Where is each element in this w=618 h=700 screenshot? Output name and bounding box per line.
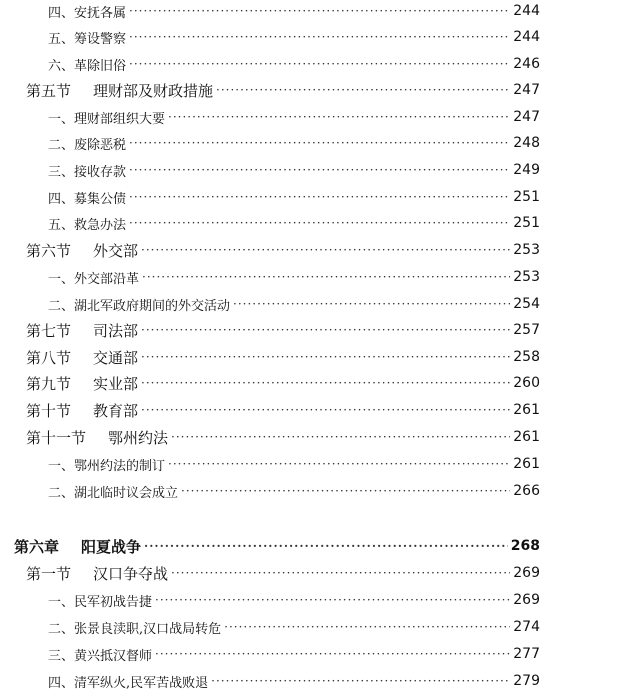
dot-leader xyxy=(129,190,510,204)
toc-entry-sub[interactable] xyxy=(0,0,618,22)
toc-entry-title: 五、救急办法 xyxy=(48,217,127,233)
dot-leader xyxy=(144,539,508,553)
toc-page-number: 261 xyxy=(513,402,540,418)
toc-entry-number: 第八节 xyxy=(26,348,72,367)
toc-entry-title: 二、湖北军政府期间的外交活动 xyxy=(48,298,231,314)
toc-entry-number: 第九节 xyxy=(26,374,72,393)
toc-entry-heading: 汉口争夺战 xyxy=(93,564,169,583)
toc-entry-heading: 交通部 xyxy=(93,348,139,367)
toc-page-number: 279 xyxy=(513,673,540,689)
dot-leader xyxy=(141,350,510,364)
dot-leader xyxy=(155,593,510,607)
toc-entry-title: 五、筹设警察 xyxy=(48,31,127,47)
toc-page-number: 261 xyxy=(513,456,540,472)
toc-page-number: 247 xyxy=(513,82,540,98)
toc-page-number: 257 xyxy=(513,322,540,338)
toc-entry-heading: 外交部 xyxy=(93,241,139,260)
toc-entry-number: 第十节 xyxy=(26,401,72,420)
toc-entry-sec[interactable] xyxy=(0,562,618,584)
toc-entry-sub[interactable] xyxy=(0,186,618,208)
toc-entry-sec[interactable] xyxy=(0,372,618,394)
toc-page-number: 253 xyxy=(513,242,540,258)
dot-leader xyxy=(142,270,510,284)
dot-leader xyxy=(233,297,510,311)
toc-entry-sec[interactable] xyxy=(0,79,618,101)
toc-page-number: 261 xyxy=(513,429,540,445)
toc-entry-sub[interactable] xyxy=(0,26,618,48)
toc-entry-title xyxy=(26,320,138,341)
dot-leader xyxy=(155,647,510,661)
toc-page-number: 246 xyxy=(513,56,540,72)
toc-page-number: 269 xyxy=(513,592,540,608)
toc-entry-title: 一、鄂州约法的制订 xyxy=(48,458,166,474)
toc-page-number: 266 xyxy=(513,483,540,499)
toc-page-number: 269 xyxy=(513,565,540,581)
toc-entry-title xyxy=(26,373,138,394)
dot-leader xyxy=(216,83,510,97)
toc-entry-title: 一、民军初战告捷 xyxy=(48,594,153,610)
toc-entry-sec[interactable] xyxy=(0,346,618,368)
toc-entry-heading: 理财部及财政措施 xyxy=(93,81,214,100)
toc-entry-title: 四、募集公债 xyxy=(48,191,127,207)
dot-leader xyxy=(129,136,510,150)
toc-entry-sub[interactable] xyxy=(0,212,618,234)
toc-page-number: 244 xyxy=(513,3,540,19)
dot-leader xyxy=(168,457,510,471)
toc-entry-number: 第六章 xyxy=(14,537,60,556)
toc-entry-title: 二、张景良渎职,汉口战局转危 xyxy=(48,621,222,637)
toc-entry-sub[interactable] xyxy=(0,480,618,502)
dot-leader xyxy=(171,566,510,580)
dot-leader xyxy=(171,430,510,444)
toc-page-number: 260 xyxy=(513,375,540,391)
toc-page-number: 277 xyxy=(513,646,540,662)
dot-leader xyxy=(129,30,510,44)
dot-leader xyxy=(211,674,510,688)
dot-leader xyxy=(224,620,510,634)
toc-entry-sub[interactable] xyxy=(0,616,618,638)
toc-page-number: 258 xyxy=(513,349,540,365)
toc-entry-sec[interactable] xyxy=(0,399,618,421)
toc-entry-sub[interactable] xyxy=(0,453,618,475)
toc-entry-title: 二、湖北临时议会成立 xyxy=(48,485,179,501)
toc-entry-heading: 阳夏战争 xyxy=(81,537,142,556)
toc-entry-number: 第六节 xyxy=(26,241,72,260)
toc-page-number: 268 xyxy=(510,538,540,554)
toc-page-number: 248 xyxy=(513,135,540,151)
toc-entry-sub[interactable] xyxy=(0,266,618,288)
toc-entry-sub[interactable] xyxy=(0,293,618,315)
toc-entry-sec[interactable] xyxy=(0,319,618,341)
toc-entry-sub[interactable] xyxy=(0,159,618,181)
toc-entry-heading: 鄂州约法 xyxy=(108,428,169,447)
toc-entry-number: 第五节 xyxy=(26,81,72,100)
toc-entry-title: 四、清军纵火,民军苦战败退 xyxy=(48,675,209,691)
dot-leader xyxy=(141,403,510,417)
toc-entry-title: 一、外交部沿革 xyxy=(48,271,140,287)
toc-entry-title: 三、黄兴抵汉督师 xyxy=(48,648,153,664)
toc-page-number: 274 xyxy=(513,619,540,635)
dot-leader xyxy=(168,110,510,124)
toc-entry-title: 二、废除恶税 xyxy=(48,137,127,153)
toc-entry-title: 一、理财部组织大要 xyxy=(48,111,166,127)
toc-page-number: 244 xyxy=(513,29,540,45)
toc-page-number: 253 xyxy=(513,269,540,285)
toc-page-number: 254 xyxy=(513,296,540,312)
toc-entry-title xyxy=(14,536,141,557)
dot-leader xyxy=(141,243,510,257)
toc-entry-sec[interactable] xyxy=(0,426,618,448)
toc-entry-sub[interactable] xyxy=(0,589,618,611)
toc-entry-sub[interactable] xyxy=(0,643,618,665)
toc-entry-ch[interactable] xyxy=(0,535,618,557)
toc-entry-title: 六、革除旧俗 xyxy=(48,58,127,74)
toc-page-number: 251 xyxy=(513,215,540,231)
toc-page-number: 251 xyxy=(513,189,540,205)
toc-entry-heading: 实业部 xyxy=(93,374,139,393)
dot-leader xyxy=(141,376,510,390)
dot-leader xyxy=(129,216,510,230)
toc-entry-sub[interactable] xyxy=(0,53,618,75)
toc-entry-title xyxy=(26,427,168,448)
dot-leader xyxy=(129,163,510,177)
toc-entry-heading: 司法部 xyxy=(93,321,139,340)
toc-entry-title xyxy=(26,400,138,421)
dot-leader xyxy=(129,4,510,18)
toc-entry-title xyxy=(26,80,213,101)
toc-entry-sec[interactable] xyxy=(0,239,618,261)
dot-leader xyxy=(129,57,510,71)
toc-entry-number: 第一节 xyxy=(26,564,72,583)
toc-entry-number: 第七节 xyxy=(26,321,72,340)
toc-entry-title: 三、接收存款 xyxy=(48,164,127,180)
toc-entry-title xyxy=(26,240,138,261)
toc-entry-sub[interactable] xyxy=(0,106,618,128)
toc-entry-title xyxy=(26,563,168,584)
toc-entry-sub[interactable] xyxy=(0,132,618,154)
toc-entry-heading: 教育部 xyxy=(93,401,139,420)
toc-entry-title xyxy=(26,347,138,368)
toc-page-number: 247 xyxy=(513,109,540,125)
toc-entry-sub[interactable] xyxy=(0,670,618,692)
toc-entry-number: 第十一节 xyxy=(26,428,87,447)
dot-leader xyxy=(141,323,510,337)
dot-leader xyxy=(181,484,510,498)
toc-entry-title: 四、安抚各属 xyxy=(48,5,127,21)
toc-page-number: 249 xyxy=(513,162,540,178)
